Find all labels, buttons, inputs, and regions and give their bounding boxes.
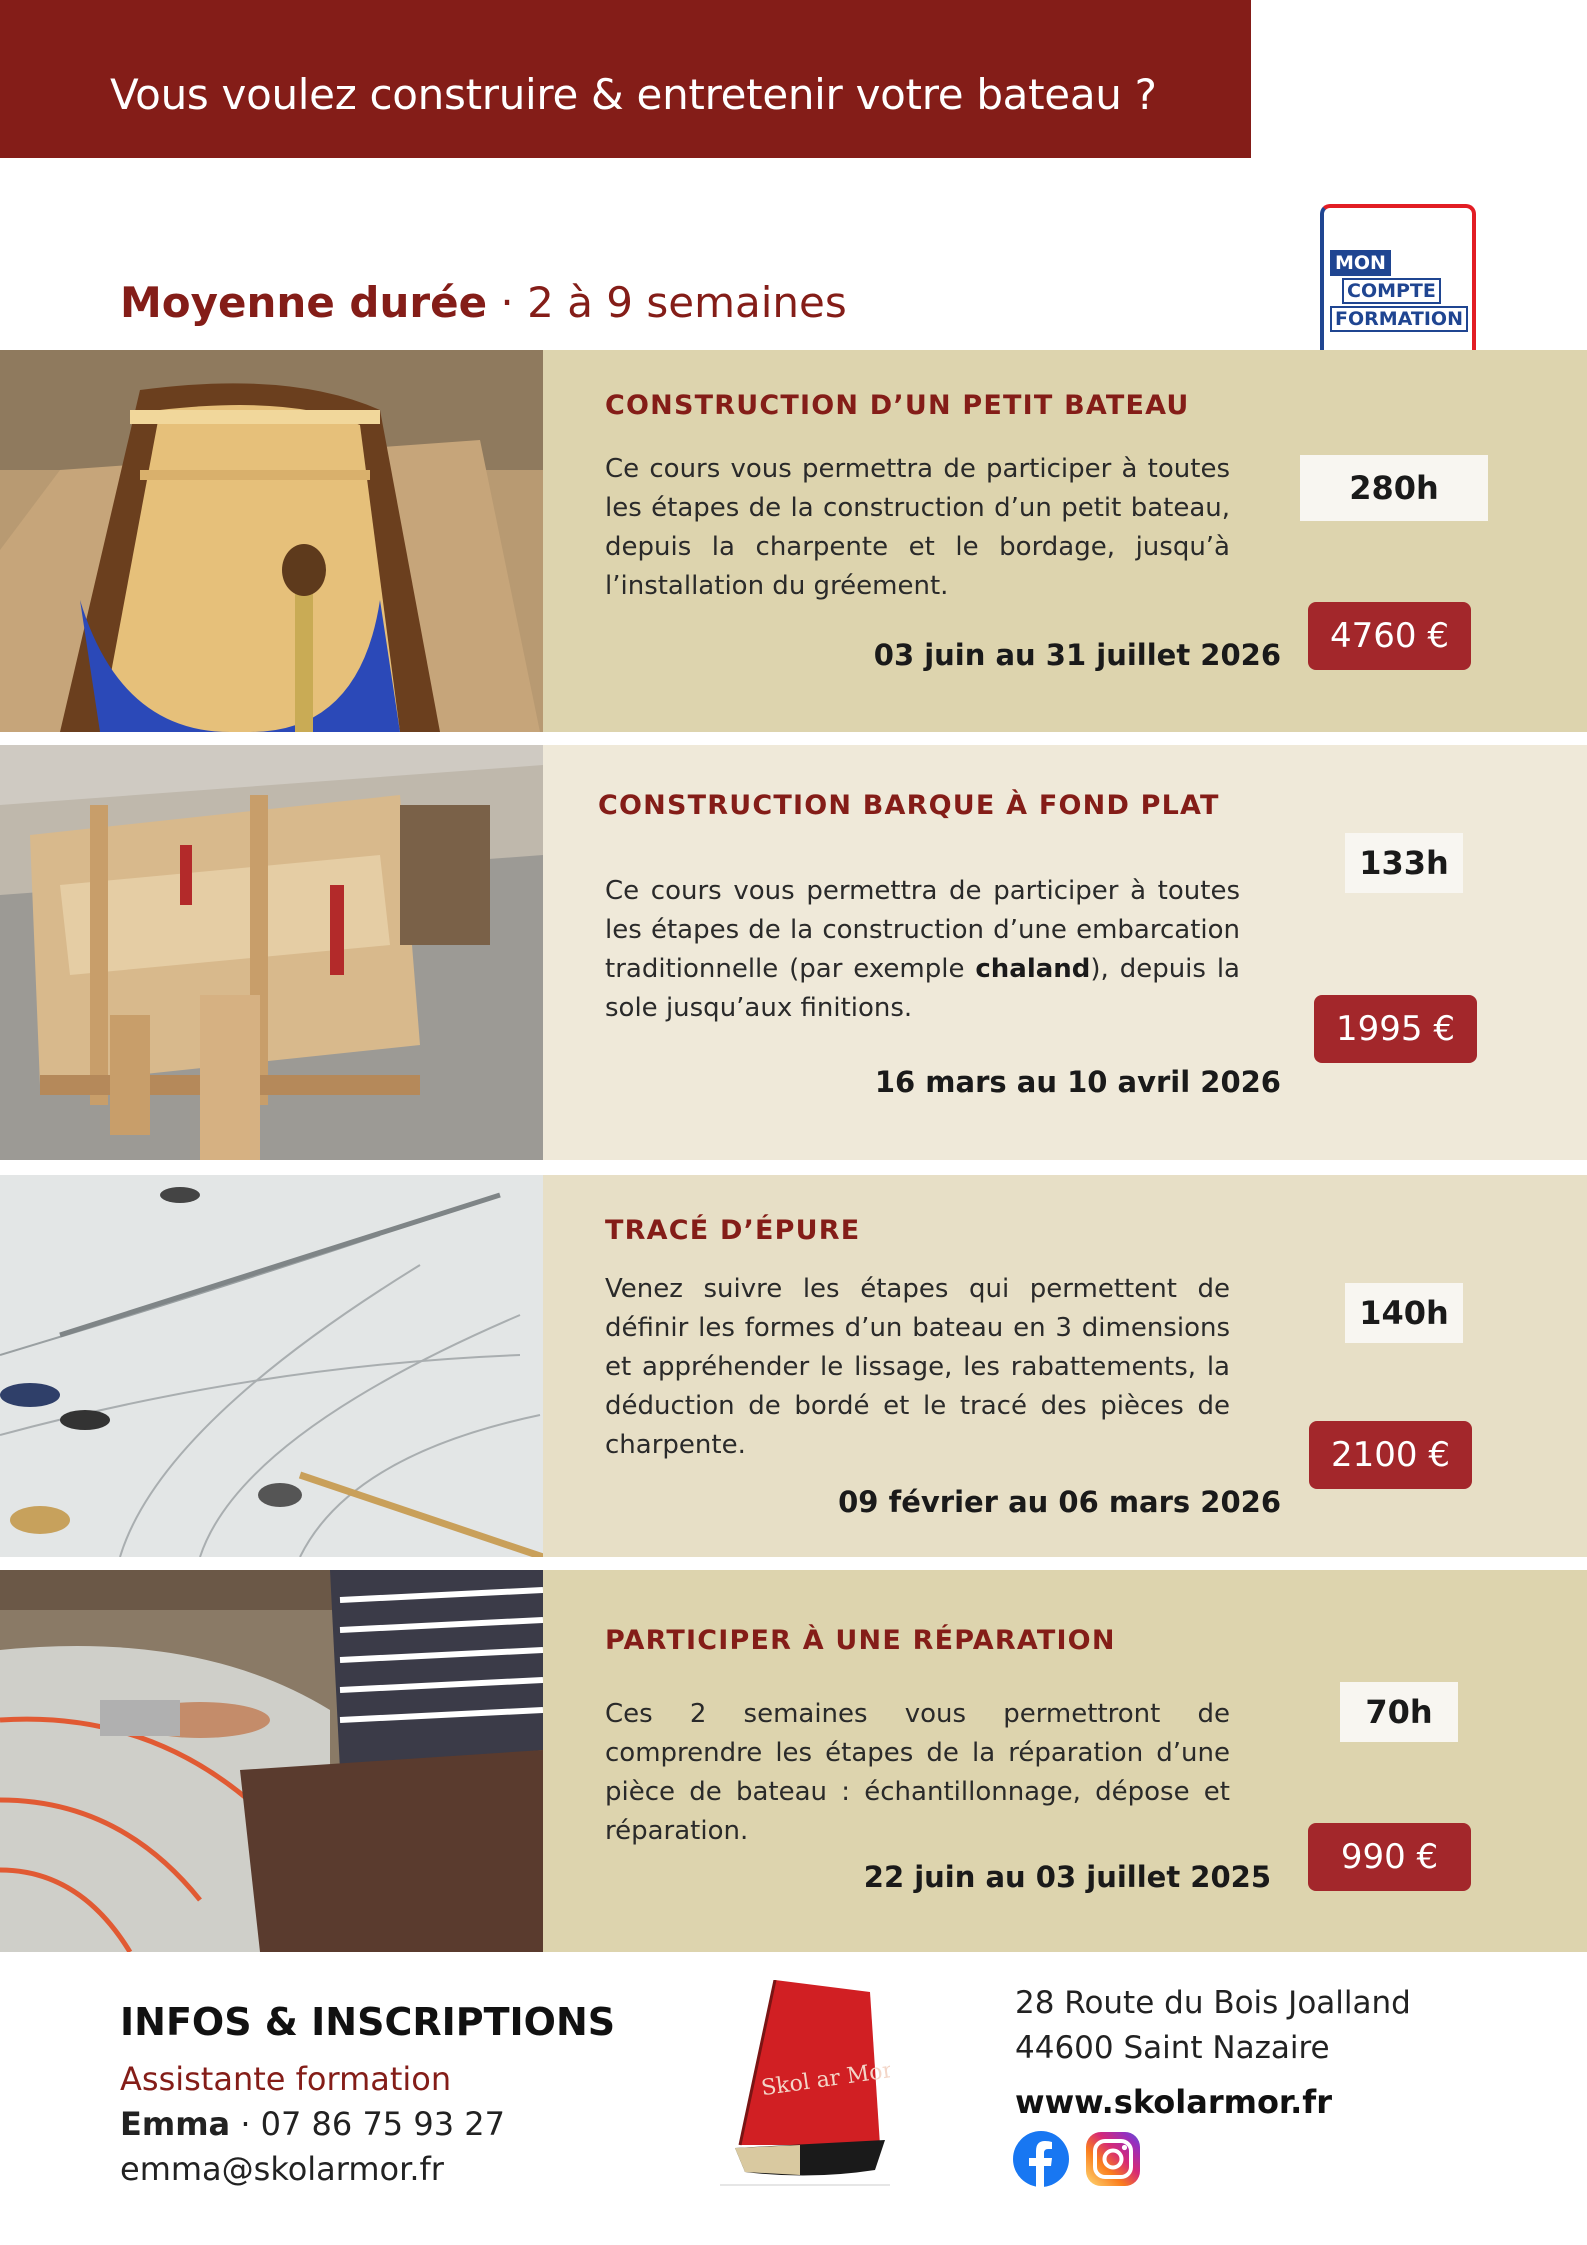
course-dates: 03 juin au 31 juillet 2026	[873, 638, 1281, 672]
facebook-icon[interactable]	[1012, 2130, 1070, 2188]
section-title-bold: Moyenne durée	[120, 278, 488, 327]
contact-email[interactable]: emma@skolarmor.fr	[120, 2150, 444, 2188]
course-card-petit-bateau	[0, 350, 1587, 732]
contact-name: Emma	[120, 2105, 231, 2143]
course-card-epure	[0, 1175, 1587, 1557]
course-price-badge: 1995 €	[1314, 995, 1477, 1063]
website-link[interactable]: www.skolarmor.fr	[1015, 2083, 1332, 2121]
course-dates: 09 février au 06 mars 2026	[838, 1485, 1281, 1519]
course-hours-badge: 280h	[1300, 455, 1488, 521]
course-description: Ce cours vous permettra de participer à toutes les étapes de la construction d’un petit bateau, depuis la charpente et le bordage, jusqu’à l’installation du gréement.	[605, 454, 1230, 601]
course-title: PARTICIPER À UNE RÉPARATION	[605, 1625, 1116, 1656]
course-dates: 22 juin au 03 juillet 2025	[863, 1860, 1271, 1894]
course-hours-badge: 70h	[1340, 1682, 1458, 1742]
skol-ar-mor-logo	[720, 1980, 890, 2190]
contact-phone-number[interactable]: · 07 86 75 93 27	[230, 2105, 505, 2143]
course-price-badge: 990 €	[1308, 1823, 1471, 1891]
course-title: CONSTRUCTION BARQUE À FOND PLAT	[598, 790, 1220, 821]
course-title: TRACÉ D’ÉPURE	[605, 1215, 861, 1246]
course-description-part1: Ce cours vous permettra de participer à toutes les étapes de la construction d’une embarcation traditionnelle (par exemple	[605, 876, 1240, 984]
course-photo-repair	[0, 1570, 543, 1952]
course-description: Venez suivre les étapes qui permettent de définir les formes d’un bateau en 3 dimensions et appréhender le lissage, les rabattements, la déduction de bordé et le tracé des pièces de charpente.	[605, 1274, 1230, 1460]
page-title: Vous voulez construire & entretenir votre bateau ?	[110, 70, 1157, 119]
course-photo-small-boat	[0, 350, 543, 732]
course-description	[605, 872, 1240, 1028]
course-hours-badge: 133h	[1345, 833, 1463, 893]
course-price-badge: 4760 €	[1308, 602, 1471, 670]
badge-line-2: COMPTE	[1342, 278, 1441, 304]
course-dates: 16 mars au 10 avril 2026	[874, 1065, 1281, 1099]
course-card-reparation	[0, 1570, 1587, 1952]
section-title	[120, 278, 847, 327]
course-panel	[543, 1570, 1587, 1952]
badge-line-3: FORMATION	[1330, 306, 1468, 332]
course-price-badge: 2100 €	[1309, 1421, 1472, 1489]
course-title: CONSTRUCTION D’UN PETIT BATEAU	[605, 390, 1190, 421]
course-description-part2: ), depuis la sole jusqu’aux finitions.	[605, 954, 1240, 1023]
course-hours-badge: 140h	[1345, 1283, 1463, 1343]
course-description: Ces 2 semaines vous permettront de comprendre les étapes de la réparation d’une pièce de bateau : échantillonnage, dépose et réparation.	[605, 1699, 1230, 1846]
address-line-2: 44600 Saint Nazaire	[1015, 2030, 1330, 2066]
contact-role: Assistante formation	[120, 2060, 452, 2098]
contact-phone	[120, 2105, 505, 2143]
footer-title: INFOS & INSCRIPTIONS	[120, 2000, 616, 2044]
course-card-barque	[0, 745, 1587, 1160]
course-panel	[543, 745, 1587, 1160]
section-title-rest: · 2 à 9 semaines	[487, 278, 847, 327]
mon-compte-formation-logo	[1316, 200, 1480, 364]
course-photo-flat-boat	[0, 745, 543, 1160]
instagram-icon[interactable]	[1084, 2130, 1142, 2188]
badge-line-1: MON	[1330, 250, 1391, 276]
header-banner	[0, 0, 1251, 158]
course-panel	[543, 350, 1587, 732]
logo-text: Skol ar Mor	[759, 2058, 890, 2102]
course-panel	[543, 1175, 1587, 1557]
address-line-1: 28 Route du Bois Joalland	[1015, 1985, 1411, 2021]
course-description-bold: chaland	[975, 954, 1091, 984]
course-photo-lofting	[0, 1175, 543, 1557]
